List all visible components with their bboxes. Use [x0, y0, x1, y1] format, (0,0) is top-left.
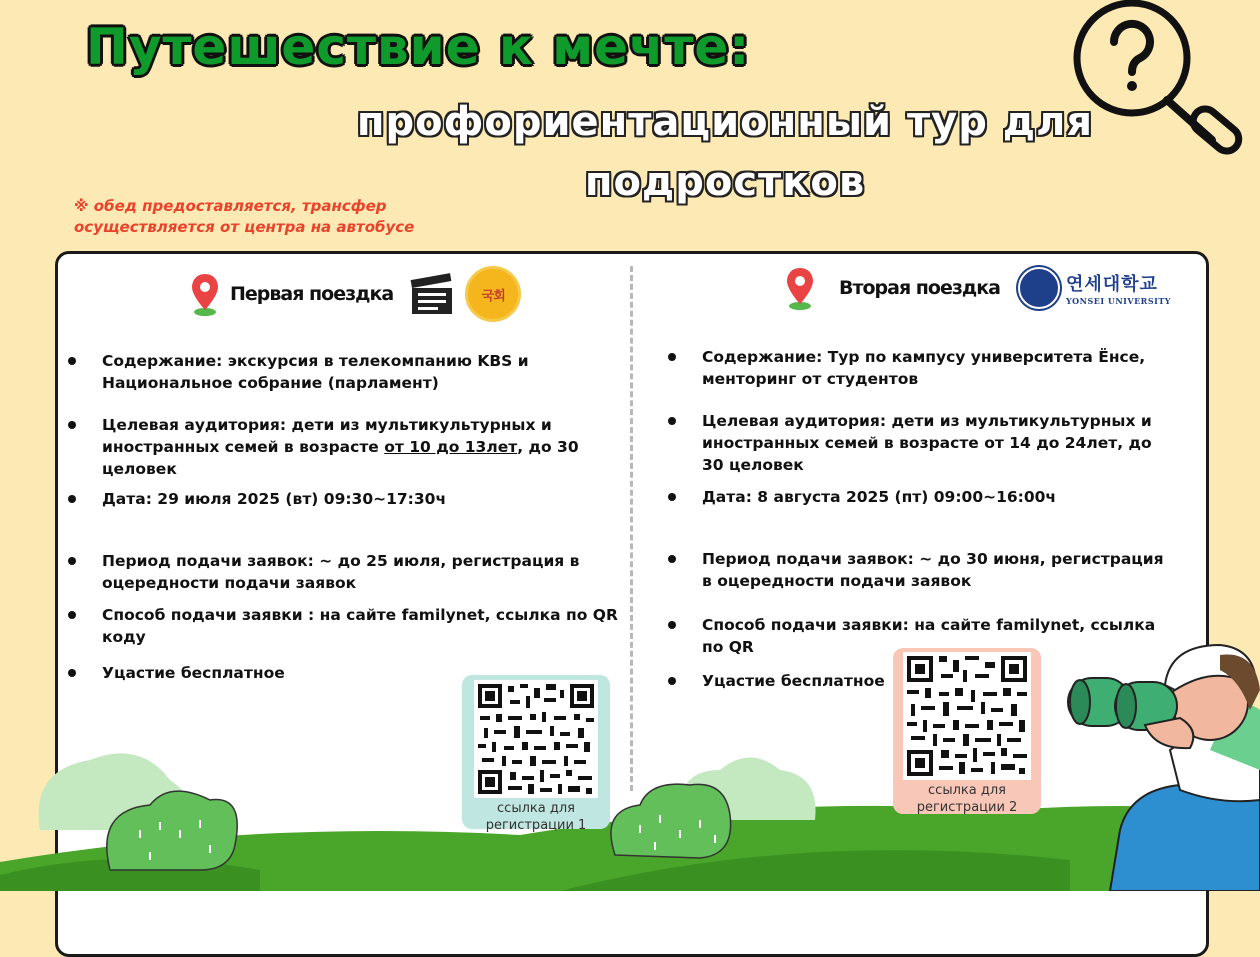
- qr-code-icon[interactable]: [474, 680, 598, 798]
- note-line-1: ※ обед предоставляется, трансфер: [74, 197, 387, 215]
- trip1-item-free: Уцастие бесплатное: [68, 662, 633, 684]
- page-title: Путешествие к мечте:: [86, 18, 751, 76]
- trip2-item-date: Дата: 8 августа 2025 (пт) 09:00~16:00ч: [668, 486, 1168, 508]
- audience-age: от 10 до 13лет: [384, 438, 518, 456]
- emblem-text: 국회: [481, 288, 505, 304]
- qr-label-1: ссылка для регистрации 1: [485, 801, 587, 833]
- yonsei-english-name: YONSEI UNIVERSITY: [1065, 296, 1172, 306]
- yonsei-korean-name: 연세대학교: [1065, 274, 1158, 295]
- page-subtitle: профориентационный тур для подростков: [356, 99, 1094, 205]
- trip1-item-date: Дата: 29 июля 2025 (вт) 09:30~17:30ч: [68, 488, 633, 510]
- trip1-item-content: Содержание: экскурсия в телекомпанию KBS и Национальное собрание (парламент): [68, 350, 633, 394]
- note-line-2: осуществляется от центра на автобусе: [74, 218, 415, 236]
- audience-count: , до 30 целовек: [102, 438, 579, 478]
- trip2-item-content: Содержание: Тур по кампусу университета Ёнсе, менторинг от студентов: [668, 346, 1168, 390]
- trip1-item-method: Способ подачи заявки : на сайте familynet, ссылка по QR коду: [68, 604, 633, 648]
- trip2-item-audience: Целевая аудитория: дети из мультикультурных и иностранных семей в возрасте от 14 до 24лет, до 30 целовек: [668, 410, 1168, 476]
- child-with-binoculars-illustration: [1060, 630, 1260, 891]
- trip2-title: Вторая поездка: [839, 277, 1000, 299]
- qr-code-icon[interactable]: [903, 652, 1031, 780]
- trip1-title: Первая поездка: [230, 283, 394, 305]
- trip2-item-method: Способ подачи заявки: на сайте familynet, ссылка по QR: [668, 614, 1168, 658]
- audience-text: Целевая аудитория: дети из мультикультурных и иностранных семей в возрасте: [102, 416, 552, 456]
- trip2-item-period: Период подачи заявок: ~ до 30 июня, регистрация в оцередности подачи заявок: [668, 548, 1168, 592]
- qr-box-1[interactable]: [462, 675, 610, 833]
- qr-label-2: ссылка для регистрации 2: [916, 783, 1018, 815]
- qr-box-2[interactable]: [893, 648, 1041, 814]
- trip1-item-period: Период подачи заявок: ~ до 25 июля, регистрация в оцередности подачи заявок: [68, 550, 633, 594]
- trip2-item-free: Уцастие бесплатное: [668, 670, 1168, 692]
